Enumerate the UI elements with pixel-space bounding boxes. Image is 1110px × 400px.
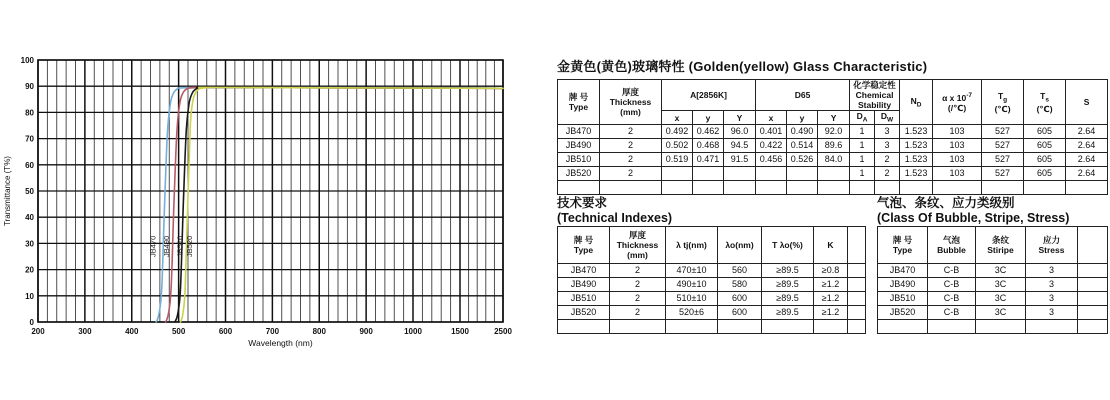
table-cell: 1.523 — [900, 153, 933, 167]
col-header-blank — [848, 227, 866, 264]
transmittance-chart — [0, 0, 545, 360]
y-tick-label: 60 — [25, 160, 34, 170]
table-cell: 3 — [1026, 306, 1078, 320]
chart-grid — [38, 60, 503, 322]
table-cell: 3C — [976, 292, 1026, 306]
table-cell: 89.6 — [818, 139, 850, 153]
table-cell: JB490 — [558, 278, 610, 292]
bubble-section-title — [877, 196, 1069, 226]
table-cell — [662, 181, 693, 195]
table-cell — [848, 292, 866, 306]
table-cell: 1 — [850, 139, 875, 153]
col-header-da: $D_A$ — [850, 111, 875, 125]
table-cell: 600 — [718, 306, 762, 320]
table-row — [558, 153, 1108, 167]
table-cell: 2 — [610, 292, 666, 306]
table-cell: 2 — [610, 264, 666, 278]
tech-title-cn: 技术要求 — [557, 196, 608, 210]
x-axis-label: Wavelength (nm) — [248, 338, 313, 348]
col-header-bubble: 气泡 Bubble — [928, 227, 976, 264]
table-cell: 3 — [875, 139, 900, 153]
table-cell — [558, 320, 610, 334]
col-header-d65: D65 — [756, 80, 850, 111]
table-cell: 527 — [982, 139, 1024, 153]
table-cell: 3 — [1026, 278, 1078, 292]
table-cell: 2 — [875, 153, 900, 167]
table-cell: 1 — [850, 153, 875, 167]
table-cell: C-B — [928, 264, 976, 278]
col-header-Y: Y — [818, 111, 850, 125]
table-cell: C-B — [928, 278, 976, 292]
table-cell — [1026, 320, 1078, 334]
table-cell: 527 — [982, 167, 1024, 181]
table-cell: ≥1.2 — [814, 306, 848, 320]
x-tick-label: 1000 — [404, 327, 422, 336]
x-tick-label: 1500 — [451, 327, 469, 336]
chart-axis-labels — [3, 56, 512, 348]
table-cell: ≥89.5 — [762, 278, 814, 292]
table-cell — [756, 181, 787, 195]
table-cell — [900, 181, 933, 195]
table-cell — [814, 320, 848, 334]
x-tick-label: 900 — [359, 327, 373, 336]
col-header-blank — [1078, 227, 1108, 264]
table-cell: 3C — [976, 278, 1026, 292]
table-cell: 2 — [600, 125, 662, 139]
table-cell: 84.0 — [818, 153, 850, 167]
main-title — [557, 56, 927, 75]
col-header-k: K — [814, 227, 848, 264]
table-cell: 2 — [600, 167, 662, 181]
table-cell: 92.0 — [818, 125, 850, 139]
table-cell — [724, 167, 756, 181]
y-tick-label: 100 — [20, 56, 34, 65]
table-cell: 96.0 — [724, 125, 756, 139]
table-cell: JB510 — [558, 153, 600, 167]
table-cell: 2.64 — [1066, 125, 1108, 139]
table-cell: 0.514 — [787, 139, 818, 153]
tech-section-title — [557, 196, 672, 226]
col-header-type: 牌 号 Type — [558, 80, 600, 125]
table-cell: ≥89.5 — [762, 306, 814, 320]
table-row — [878, 306, 1108, 320]
table-cell: JB470 — [878, 264, 928, 278]
col-header-dw: $D_W$ — [875, 111, 900, 125]
bubble-title-en: (Class Of Bubble, Stripe, Stress) — [877, 210, 1070, 225]
chart-curves — [149, 87, 503, 322]
table-cell: JB470 — [558, 125, 600, 139]
y-tick-label: 70 — [25, 134, 34, 144]
main-title-en: (Golden(yellow) Glass Characteristic) — [688, 59, 928, 74]
col-header-lambda-tj: λ tj(nm) — [666, 227, 718, 264]
table-cell: 3C — [976, 306, 1026, 320]
y-tick-label: 50 — [25, 187, 34, 196]
table-cell: 1.523 — [900, 167, 933, 181]
col-header-stress: 应力 Stress — [1026, 227, 1078, 264]
table-cell — [718, 320, 762, 334]
table-row — [558, 320, 866, 334]
col-header-x: x — [756, 111, 787, 125]
table-cell — [878, 320, 928, 334]
col-header-ts: $T_s$ (℃) — [1024, 80, 1066, 125]
table-cell — [818, 167, 850, 181]
table-cell: 1.523 — [900, 139, 933, 153]
table-cell: 580 — [718, 278, 762, 292]
table-cell — [850, 181, 875, 195]
table-cell: 2.64 — [1066, 139, 1108, 153]
table-cell: 0.456 — [756, 153, 787, 167]
table-cell: 94.5 — [724, 139, 756, 153]
table-cell: 1 — [850, 125, 875, 139]
table-cell: 91.5 — [724, 153, 756, 167]
curve-jb520 — [181, 87, 504, 322]
table-cell — [1078, 292, 1108, 306]
table-cell: ≥1.2 — [814, 292, 848, 306]
table-cell: 3 — [875, 125, 900, 139]
table-cell — [787, 167, 818, 181]
table-cell — [610, 320, 666, 334]
table-row — [878, 292, 1108, 306]
table-cell — [1078, 278, 1108, 292]
table-cell: 560 — [718, 264, 762, 278]
table-cell — [558, 181, 600, 195]
table-cell — [976, 320, 1026, 334]
curve-label-jb510: JB510 — [175, 235, 185, 257]
table-cell — [982, 181, 1024, 195]
table-cell — [693, 181, 724, 195]
table-cell: 0.471 — [693, 153, 724, 167]
table-cell — [933, 181, 982, 195]
x-tick-label: 800 — [312, 327, 326, 336]
table-cell: 600 — [718, 292, 762, 306]
x-tick-label: 600 — [218, 327, 233, 336]
curve-jb510 — [175, 87, 503, 322]
col-header-type: 牌 号 Type — [878, 227, 928, 264]
table-cell: JB470 — [558, 264, 610, 278]
x-tick-label: 700 — [265, 327, 280, 336]
col-header-y: y — [787, 111, 818, 125]
curve-label-jb490: JB490 — [161, 235, 171, 257]
table-cell: 2.64 — [1066, 167, 1108, 181]
table-cell: ≥89.5 — [762, 292, 814, 306]
table-cell — [848, 306, 866, 320]
table-cell: JB520 — [558, 167, 600, 181]
table-cell: 0.502 — [662, 139, 693, 153]
table-cell — [662, 167, 693, 181]
table-cell: 0.519 — [662, 153, 693, 167]
table-cell: C-B — [928, 292, 976, 306]
table-cell — [818, 181, 850, 195]
table-row — [558, 167, 1108, 181]
table-cell: 2 — [875, 167, 900, 181]
table-row — [878, 278, 1108, 292]
table-cell: ≥89.5 — [762, 264, 814, 278]
col-header-thickness: 厚度 Thickness (mm) — [600, 80, 662, 125]
col-header-tg: $T_g$ (℃) — [982, 80, 1024, 125]
table-cell — [762, 320, 814, 334]
table-cell: 103 — [933, 167, 982, 181]
table-cell: 0.468 — [693, 139, 724, 153]
y-tick-label: 20 — [25, 265, 34, 275]
table-cell: JB520 — [878, 306, 928, 320]
table-cell — [1078, 320, 1108, 334]
table-cell — [875, 181, 900, 195]
col-header-thickness: 厚度 Thickness (mm) — [610, 227, 666, 264]
table-cell — [848, 320, 866, 334]
table-cell: 103 — [933, 125, 982, 139]
y-tick-label: 90 — [25, 82, 34, 92]
y-tick-label: 10 — [25, 291, 34, 301]
table-cell: 605 — [1024, 153, 1066, 167]
table-cell: 0.422 — [756, 139, 787, 153]
table-cell: 2 — [600, 153, 662, 167]
table-cell: 0.490 — [787, 125, 818, 139]
table-cell: 470±10 — [666, 264, 718, 278]
table-cell — [1066, 181, 1108, 195]
table-row — [878, 320, 1108, 334]
table-cell: 103 — [933, 153, 982, 167]
table-cell — [1078, 306, 1108, 320]
table-cell: 2 — [610, 278, 666, 292]
col-header-t-lambda-0: T λo(%) — [762, 227, 814, 264]
table-cell: 3 — [1026, 292, 1078, 306]
table-cell: JB490 — [878, 278, 928, 292]
table-cell: 2.64 — [1066, 153, 1108, 167]
table-cell: 0.492 — [662, 125, 693, 139]
table-row — [558, 292, 866, 306]
table-cell: 0.401 — [756, 125, 787, 139]
col-header-y: y — [693, 111, 724, 125]
bubble-title-cn: 气泡、条纹、应力类级别 — [877, 196, 1015, 210]
table-cell: 510±10 — [666, 292, 718, 306]
table-row — [558, 264, 866, 278]
table-cell: 605 — [1024, 167, 1066, 181]
col-header-lambda-0: λo(nm) — [718, 227, 762, 264]
table-cell: 2 — [610, 306, 666, 320]
table-cell — [928, 320, 976, 334]
table-cell: ≥1.2 — [814, 278, 848, 292]
col-header-x: x — [662, 111, 693, 125]
x-tick-label: 400 — [125, 327, 139, 336]
table-cell: 1.523 — [900, 125, 933, 139]
table-cell: 490±10 — [666, 278, 718, 292]
table-row — [878, 264, 1108, 278]
main-title-cn: 金黄色(黄色)玻璃特性 — [557, 59, 685, 74]
table-cell: 527 — [982, 153, 1024, 167]
bubble-stripe-stress-table — [877, 226, 1108, 334]
y-axis-label: Transmittance (T%) — [3, 156, 12, 226]
table-row — [558, 139, 1108, 153]
curve-label-jb470: JB470 — [148, 235, 158, 257]
col-header-Y: Y — [724, 111, 756, 125]
table-row — [558, 278, 866, 292]
table-cell — [1078, 264, 1108, 278]
table-cell: 605 — [1024, 125, 1066, 139]
y-tick-label: 40 — [25, 213, 34, 223]
technical-indexes-table — [557, 226, 866, 334]
col-header-chemical-stability: 化学稳定性 Chemical Stability — [850, 80, 900, 111]
col-header-s: S — [1066, 80, 1108, 125]
table-cell — [787, 181, 818, 195]
table-cell — [756, 167, 787, 181]
y-tick-label: 80 — [25, 108, 34, 118]
x-tick-label: 2500 — [494, 327, 512, 336]
table-row — [558, 125, 1108, 139]
col-header-stripe: 条纹 Stiripe — [976, 227, 1026, 264]
table-cell: JB510 — [558, 292, 610, 306]
table-cell: C-B — [928, 306, 976, 320]
table-cell — [693, 167, 724, 181]
table-cell — [848, 278, 866, 292]
col-header-alpha: α x $10^{-7}$ (/℃) — [933, 80, 982, 125]
x-tick-label: 300 — [78, 327, 92, 336]
tech-title-en: (Technical Indexes) — [557, 210, 673, 225]
table-cell: 527 — [982, 125, 1024, 139]
table-cell: 1 — [850, 167, 875, 181]
table-cell: 3 — [1026, 264, 1078, 278]
table-cell: 520±6 — [666, 306, 718, 320]
curve-label-jb520: JB520 — [185, 235, 194, 257]
table-cell — [724, 181, 756, 195]
col-header-type: 牌 号 Type — [558, 227, 610, 264]
table-cell: JB490 — [558, 139, 600, 153]
table-cell: 2 — [600, 139, 662, 153]
col-header-illuminant-a: A[2856K] — [662, 80, 756, 111]
glass-characteristic-table — [557, 79, 1108, 195]
table-cell: 0.526 — [787, 153, 818, 167]
table-cell — [1024, 181, 1066, 195]
table-row — [558, 306, 866, 320]
table-cell: JB510 — [878, 292, 928, 306]
col-header-nd: $N_D$ — [900, 80, 933, 125]
y-tick-label: 30 — [25, 239, 34, 249]
x-tick-label: 500 — [171, 327, 186, 336]
table-cell: ≥0.8 — [814, 264, 848, 278]
table-row — [558, 181, 1108, 195]
table-cell: 3C — [976, 264, 1026, 278]
table-cell — [848, 264, 866, 278]
table-cell: 103 — [933, 139, 982, 153]
table-cell — [666, 320, 718, 334]
table-cell: 0.462 — [693, 125, 724, 139]
table-cell: 605 — [1024, 139, 1066, 153]
table-cell: JB520 — [558, 306, 610, 320]
y-tick-label: 0 — [29, 318, 34, 327]
table-cell — [600, 181, 662, 195]
x-tick-label: 200 — [31, 327, 45, 336]
